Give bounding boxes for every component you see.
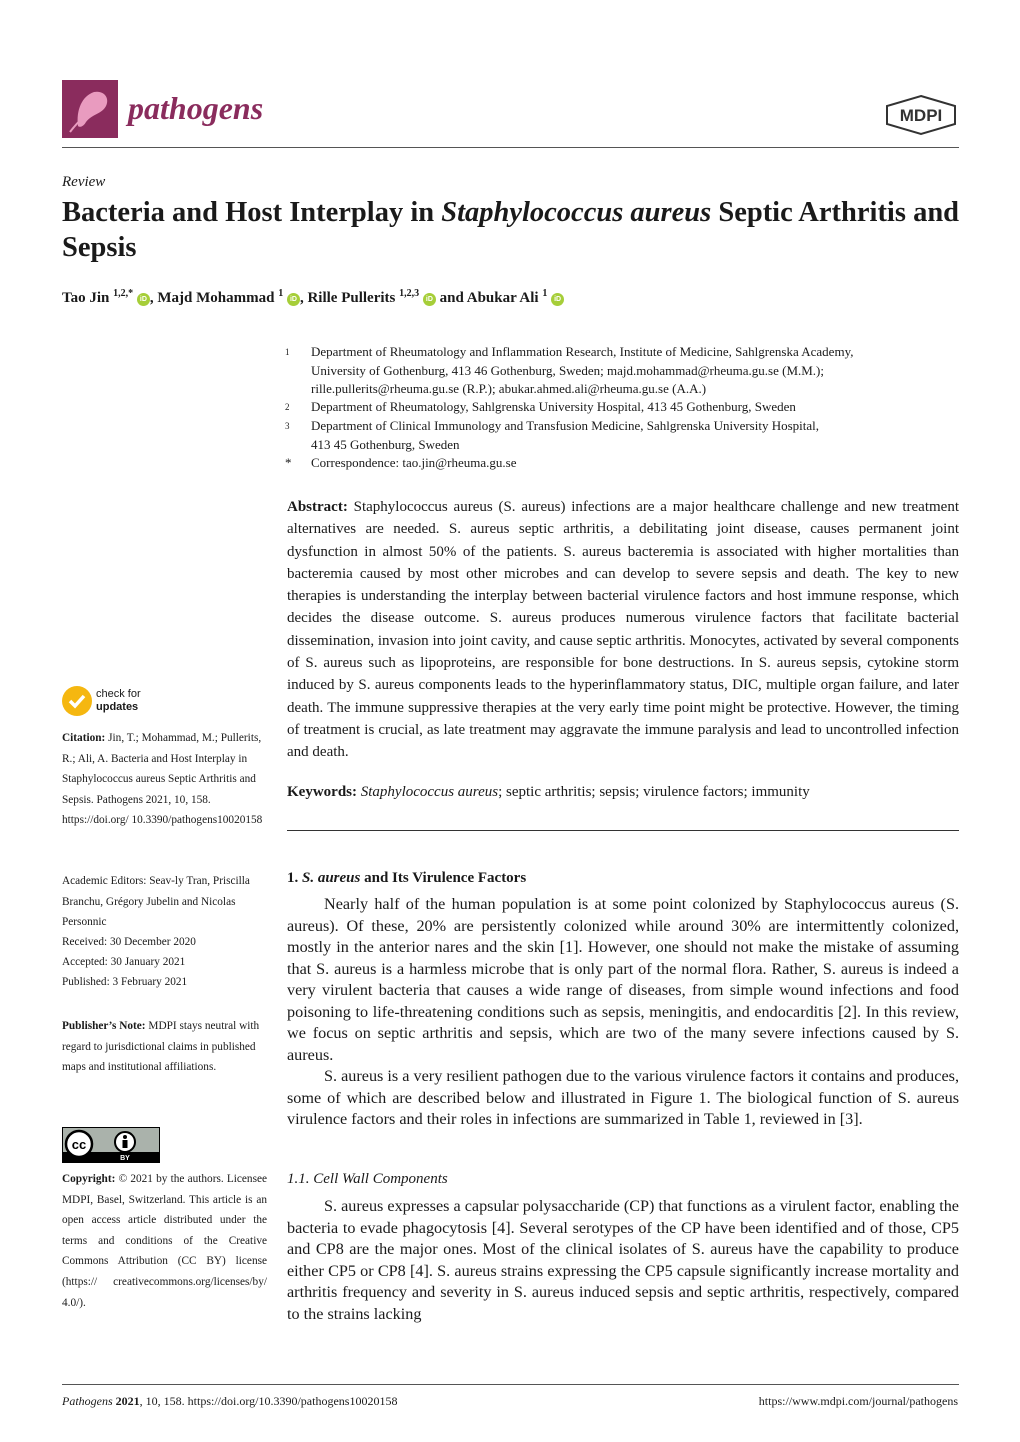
orcid-icon[interactable]: iD bbox=[423, 293, 436, 306]
check-for-updates-icon[interactable] bbox=[62, 686, 92, 716]
footer-rule bbox=[62, 1384, 959, 1385]
header-rule bbox=[62, 147, 959, 148]
pathogen-logo-icon bbox=[62, 80, 118, 138]
accepted-date: Accepted: 30 January 2021 bbox=[62, 956, 186, 968]
author-list: Tao Jin $^{1,2,*}$ iD , Majd Mohammad $^1$ iD , Rille Pullerits $^{1,2,3}$ iD and Abukar Ali $^1$ iD bbox=[62, 288, 564, 307]
paragraph: S. aureus is a very resilient pathogen due to the various virulence factors it contains and produces, some of which are described below and illustrated in Figure 1. The biological function of S. aureus virulence factors and their roles in infections are summarized in Table 1, reviewed in [3]. bbox=[287, 1067, 959, 1128]
affiliation-2: 2 Department of Rheumatology, Sahlgrenska University Hospital, 413 45 Gothenburg, Sweden bbox=[285, 399, 796, 414]
journal-name: pathogens bbox=[128, 90, 264, 126]
footer-journal-url[interactable]: https://www.mdpi.com/journal/pathogens bbox=[758, 1394, 958, 1408]
keyword: immunity bbox=[751, 784, 810, 800]
copyright-label: Copyright: bbox=[62, 1173, 116, 1185]
abstract-text: Staphylococcus aureus (S. aureus) infections are a major healthcare challenge and new treatment alternatives are needed. S. aureus septic arthritis, a debilitating joint disease, causes permanent joint dysfunction in almost 50% of the patients. S. aureus bacteremia is associated with higher mortalities than bacteremia caused by most other microbes and can develop to severe sepsis and death. The key to new therapies is understanding the interplay between bacterial virulence factors and host immune response, which decides the disease outcome. S. aureus produces numerous virulence factors that facilitate bacterial dissemination, invasion into joint cavity, and cause septic arthritis. Monocytes, activated by several components of S. aureus such as lipoproteins, are responsible for bone destructions. In S. aureus sepsis, cytokine storm induced by S. aureus components leads to the hyperinflammatory status, DIC, multiple organ failure, and later death. The immune suppressive therapies at the very early time point might be protective. However, the timing of treatment is crucial, as late treatment may aggravate the immune paralysis and lead to uncontrolled infection and death. bbox=[287, 499, 959, 761]
citation-text: Jin, T.; Mohammad, M.; Pullerits, R.; Ali, A. Bacteria and Host Interplay in Staphylococcus aureus Septic Arthritis and Sepsis. Pathogens 2021, 10, 158. https://doi.org/ 10.3390/pathogens10020158 bbox=[62, 732, 263, 827]
published-date: Published: 3 February 2021 bbox=[62, 976, 188, 988]
abstract-label: Abstract: bbox=[287, 499, 348, 515]
abstract bbox=[287, 496, 959, 764]
author-name: Majd Mohammad bbox=[157, 290, 275, 306]
keyword: virulence factors bbox=[643, 784, 744, 800]
cc-by-license-badge[interactable] bbox=[62, 1127, 160, 1163]
title-part1: Bacteria and Host Interplay in bbox=[62, 197, 442, 228]
section-1-text bbox=[287, 894, 959, 1131]
paragraph: S. aureus expresses a capsular polysaccharide (CP) that functions as a virulent factor, enabling the bacteria to evade phagocytosis [4]. Several serotypes of the CP have been identified and of those, CP5 and CP8 are the major ones. Most of the clinical isolates of S. aureus have the capability to produce either CP5 or CP8 [4]. S. aureus strains expressing the CP5 capsule significantly increase mortality and arthritis frequency and severity in S. aureus induced sepsis and septic arthritis, respectively, compared to the strains lacking bbox=[287, 1197, 959, 1323]
check-for-updates-label[interactable]: check for updates bbox=[96, 688, 141, 713]
keywords-label: Keywords: bbox=[287, 784, 357, 800]
author-affil: 1,2,* bbox=[113, 288, 134, 299]
author-name: Abukar Ali bbox=[466, 290, 539, 306]
svg-text:cc: cc bbox=[71, 1137, 87, 1152]
keyword: Staphylococcus aureus bbox=[360, 784, 499, 800]
copyright bbox=[62, 1169, 267, 1313]
correspondence: * Correspondence: tao.jin@rheuma.gu.se bbox=[285, 455, 517, 470]
keywords: Keywords: Staphylococcus aureus; septic arthritis; sepsis; virulence factors; immunity bbox=[287, 784, 810, 800]
keyword: sepsis bbox=[599, 784, 636, 800]
affiliation-3: 3 Department of Clinical Immunology and Transfusion Medicine, Sahlgrenska University Hospital, 413 45 Gothenburg, Sweden bbox=[285, 418, 820, 452]
author-affil: 1,2,3 bbox=[399, 288, 420, 299]
mdpi-logo-text: MDPI bbox=[899, 106, 943, 125]
journal-logo bbox=[62, 80, 118, 138]
article-type: Review bbox=[62, 174, 106, 190]
subsection-heading-1-1: 1.1. Cell Wall Components bbox=[287, 1171, 448, 1187]
orcid-icon[interactable]: iD bbox=[551, 293, 564, 306]
author-name: Tao Jin bbox=[62, 290, 110, 306]
academic-editors: Academic Editors: Seav-ly Tran, Priscilla Branchu, Grégory Jubelin and Nicolas Personnic bbox=[62, 875, 250, 929]
author-name: Rille Pullerits bbox=[307, 290, 396, 306]
abstract-rule bbox=[287, 830, 959, 831]
author-affil: 1 bbox=[278, 288, 284, 299]
author-affil: 1 bbox=[542, 288, 548, 299]
title-italic: Staphylococcus aureus bbox=[441, 197, 712, 228]
paragraph: Nearly half of the human population is at some point colonized by Staphylococcus aureus (S. aureus). Of these, 20% are persistently colonized while around 30% are intermittently colonized, mostly in the anterior nares and the skin [1]. However, one should not make the mistake of assuming that S. aureus is a harmless microbe that is only part of the normal flora. Rather, S. aureus is indeed a very virulent bacteria that causes a wide range of diseases, from simple wound infections and food poisoning to life-threatening conditions such as sepsis, meningitis, and endocarditis [2]. In this review, we focus on septic arthritis and sepsis, which are two of the many severe infections caused by S. aureus. bbox=[287, 895, 959, 1064]
publisher-note-text: MDPI stays neutral with regard to jurisdictional claims in published maps and institutional affiliations. bbox=[62, 1020, 260, 1074]
orcid-icon[interactable]: iD bbox=[137, 293, 150, 306]
section-1-1-text bbox=[287, 1196, 959, 1325]
mdpi-logo bbox=[883, 94, 959, 136]
affiliation-1: 1 Department of Rheumatology and Inflammation Research, Institute of Medicine, Sahlgrenska Academy, University of Gothenburg, 413 46 Gothenburg, Sweden; majd.mohammad@rheuma.gu.se (M.M.); rille.pullerits@rheuma.gu.se (R.P.); abukar.ahmed.ali@rheuma.gu.se (A.A.) bbox=[285, 344, 854, 396]
section-heading-1: 1. S. aureus and Its Virulence Factors bbox=[287, 870, 527, 886]
received-date: Received: 30 December 2020 bbox=[62, 936, 196, 948]
orcid-icon[interactable]: iD bbox=[287, 293, 300, 306]
copyright-text: © 2021 by the authors. Licensee MDPI, Basel, Switzerland. This article is an open access article distributed under the terms and conditions of the Creative Commons Attribution (CC BY) license (https:// creativecommons.org/licenses/by/ 4.0/). bbox=[62, 1173, 268, 1309]
publisher-note bbox=[62, 1016, 267, 1078]
citation bbox=[62, 728, 267, 831]
citation-label: Citation: bbox=[62, 732, 106, 744]
keyword: septic arthritis bbox=[506, 784, 592, 800]
footer-citation: Pathogens 2021, 10, 158. https://doi.org/10.3390/pathogens10020158 bbox=[62, 1394, 398, 1408]
title-part2: Septic Arthritis and Sepsis bbox=[62, 197, 960, 263]
article-title bbox=[62, 195, 962, 265]
cc-by-label: BY bbox=[120, 1155, 130, 1162]
publisher-note-label: Publisher’s Note: bbox=[62, 1020, 146, 1032]
